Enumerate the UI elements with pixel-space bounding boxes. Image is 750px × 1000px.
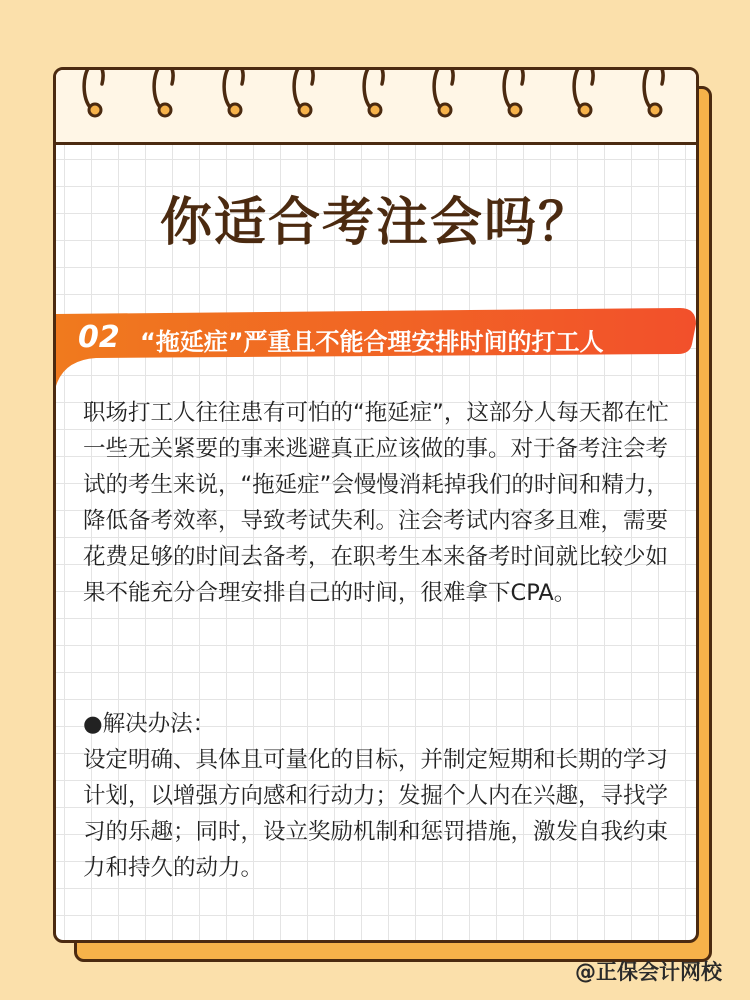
spiral-ring-icon [148,67,182,122]
spiral-ring-icon [568,67,602,122]
solution-heading: ●解决办法： [83,711,216,737]
banner-text: “拖延症”严重且不能合理安排时间的打工人 [140,328,604,356]
spiral-ring-icon [498,67,532,122]
spiral-ring-icon [638,67,672,122]
solution-paragraph: 设定明确、具体且可量化的目标，并制定短期和长期的学习计划，以增强方向感和行动力；发掘个人内在兴趣，寻找学习的乐趣；同时，设立奖励机制和惩罚措施，激发自我约束力和持久的动力。 [83,747,669,881]
brand-watermark: @正保会计网校 [575,960,722,984]
spiral-ring-icon [288,67,322,122]
spiral-ring-icon [78,67,112,122]
main-paragraph: 职场打工人往往患有可怕的“拖延症”，这部分人每天都在忙一些无关紧要的事来逃避真正应该做的事。对于备考注会考试的考生来说，“拖延症”会慢慢消耗掉我们的时间和精力，降低备考效率，导致考试失利。注会考试内容多且难，需要花费足够的时间去备考，在职考生本来备考时间就比较少如果不能充分合理安排自己的时间，很难拿下CPA。 [83,400,669,606]
banner-number: 02 [78,320,120,355]
page-title: 你适合考注会吗？ [159,193,592,253]
notebook-card [53,67,699,943]
spiral-ring-icon [358,67,392,122]
section-banner [56,308,696,386]
spiral-ring-icon [428,67,462,122]
spiral-ring-icon [218,67,252,122]
notebook-header [56,70,696,145]
